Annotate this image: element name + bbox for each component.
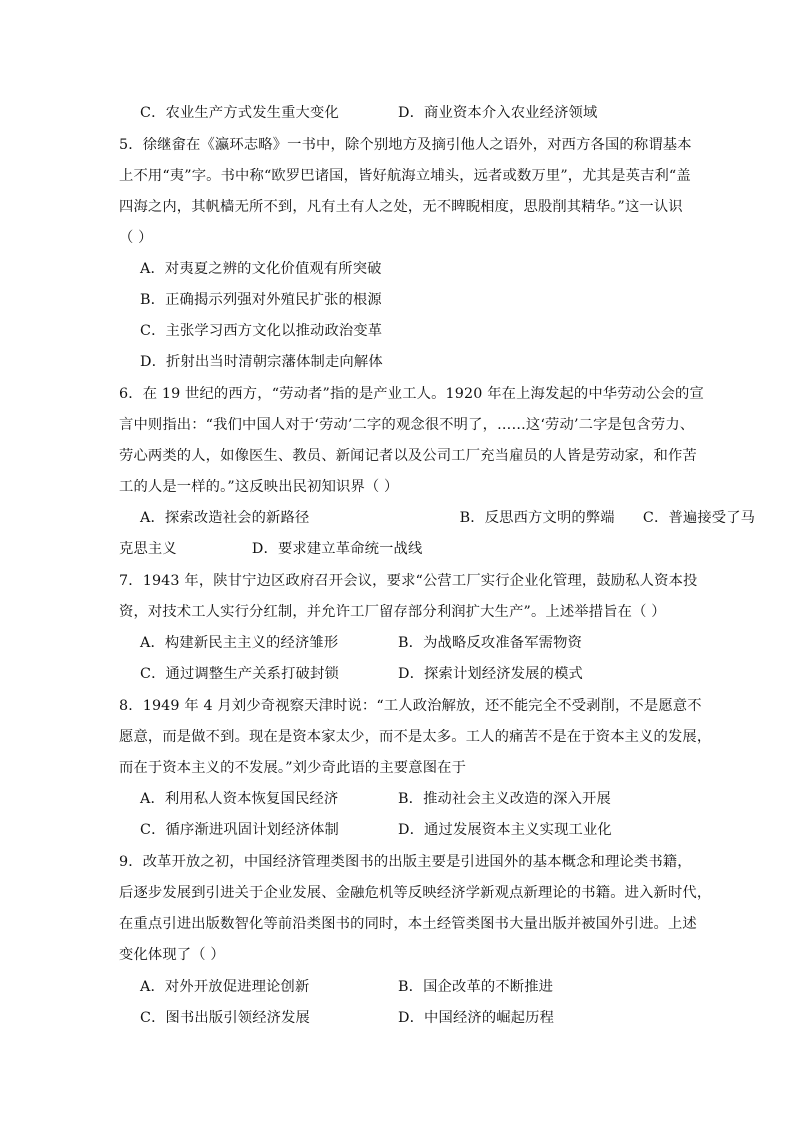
q9-stem-line-3: 在重点引进出版数智化等前沿类图书的同时，本土经管类图书大量出版并被国外引进。上述 <box>119 916 697 932</box>
q8-option-a: A．利用私人资本恢复国民经济 <box>140 791 339 807</box>
q4-option-d: D．商业资本介入农业经济领域 <box>398 105 598 121</box>
q5-option-c: C．主张学习西方文化以推动政治变革 <box>140 323 383 339</box>
q5-stem-line-2: 上不用“夷”字。书中称“欧罗巴诸国，皆好航海立埔头，远者或数万里”，尤其是英吉利“盖 <box>119 168 691 184</box>
q9-option-b: B．国企改革的不断推进 <box>398 979 554 995</box>
q8-option-d: D．通过发展资本主义实现工业化 <box>398 822 612 838</box>
q8-stem-line-1: 8．1949 年 4 月刘少奇视察天津时说：“工人政治解放，还不能完全不受剥削，不是愿意不 <box>119 698 702 714</box>
q7-stem-line-1: 7．1943 年，陕甘宁边区政府召开会议，要求“公营工厂实行企业化管理，鼓励私人资本投 <box>119 573 698 589</box>
q8-stem-line-2: 愿意，而是做不到。现在是资本家太少，而不是太多。工人的痛苦不是在于资本主义的发展， <box>119 729 712 745</box>
q8-stem-line-3: 而在于资本主义的不发展。”刘少奇此语的主要意图在于 <box>119 760 467 776</box>
q5-option-a: A．对夷夏之辨的文化价值观有所突破 <box>140 261 382 277</box>
q9-option-d: D．中国经济的崛起历程 <box>398 1010 555 1026</box>
q8-option-b: B．推动社会主义改造的深入开展 <box>398 791 611 807</box>
q5-option-d: D．折射出当时清朝宗藩体制走向解体 <box>140 354 383 370</box>
q9-option-c: C．图书出版引领经济发展 <box>140 1010 311 1026</box>
q6-stem-line-1: 6．在 19 世纪的西方，“劳动者”指的是产业工人。1920 年在上海发起的中华劳动公会的宣 <box>119 386 704 402</box>
q5-stem-line-3: 四海之内，其帆樯无所不到，凡有土有人之处，无不睥睨相度，思股削其精华。”这一认识 <box>119 199 683 215</box>
q7-option-b: B．为战略反攻准备军需物资 <box>398 635 583 651</box>
q6-options-line-1: A．探索改造社会的新路径 B．反思西方文明的弊端 C．普遍接受了马 <box>140 510 756 526</box>
q7-option-d: D．探索计划经济发展的模式 <box>398 666 583 682</box>
q9-stem-line-4: 变化体现了（ ） <box>119 947 225 963</box>
q5-stem-line-1: 5．徐继畲在《瀛环志略》一书中，除个别地方及摘引他人之语外，对西方各国的称谓基本 <box>119 137 692 153</box>
q9-stem-line-2: 后逐步发展到引进关于企业发展、金融危机等反映经济学新观点新理论的书籍。进入新时代， <box>119 885 712 901</box>
q6-options-line-2: 克思主义 D．要求建立革命统一战线 <box>119 541 423 557</box>
q6-stem-line-4: 工的人是一样的。”这反映出民初知识界（ ） <box>119 479 399 495</box>
q7-stem-line-2: 资，对技术工人实行分红制，并允许工厂留存部分利润扩大生产”。上述举措旨在（ ） <box>119 604 666 620</box>
q6-stem-line-2: 言中则指出：“我们中国人对于‘劳动’二字的观念很不明了，……这‘劳动’二字是包含劳力、 <box>119 417 695 433</box>
q9-stem-line-1: 9．改革开放之初，中国经济管理类图书的出版主要是引进国外的基本概念和理论类书籍， <box>119 854 692 870</box>
q7-option-c: C．通过调整生产关系打破封锁 <box>140 666 339 682</box>
q6-stem-line-3: 劳心两类的人，如像医生、教员、新闻记者以及公司工厂充当雇员的人皆是劳动家，和作苦 <box>119 448 697 464</box>
q5-option-b: B．正确揭示列强对外殖民扩张的根源 <box>140 292 382 308</box>
q8-option-c: C．循序渐进巩固计划经济体制 <box>140 822 339 838</box>
q4-option-c: C．农业生产方式发生重大变化 <box>140 105 339 121</box>
q5-answer-blank: （ ） <box>119 230 153 246</box>
q9-option-a: A．对外开放促进理论创新 <box>140 979 310 995</box>
q7-option-a: A．构建新民主主义的经济雏形 <box>140 635 339 651</box>
